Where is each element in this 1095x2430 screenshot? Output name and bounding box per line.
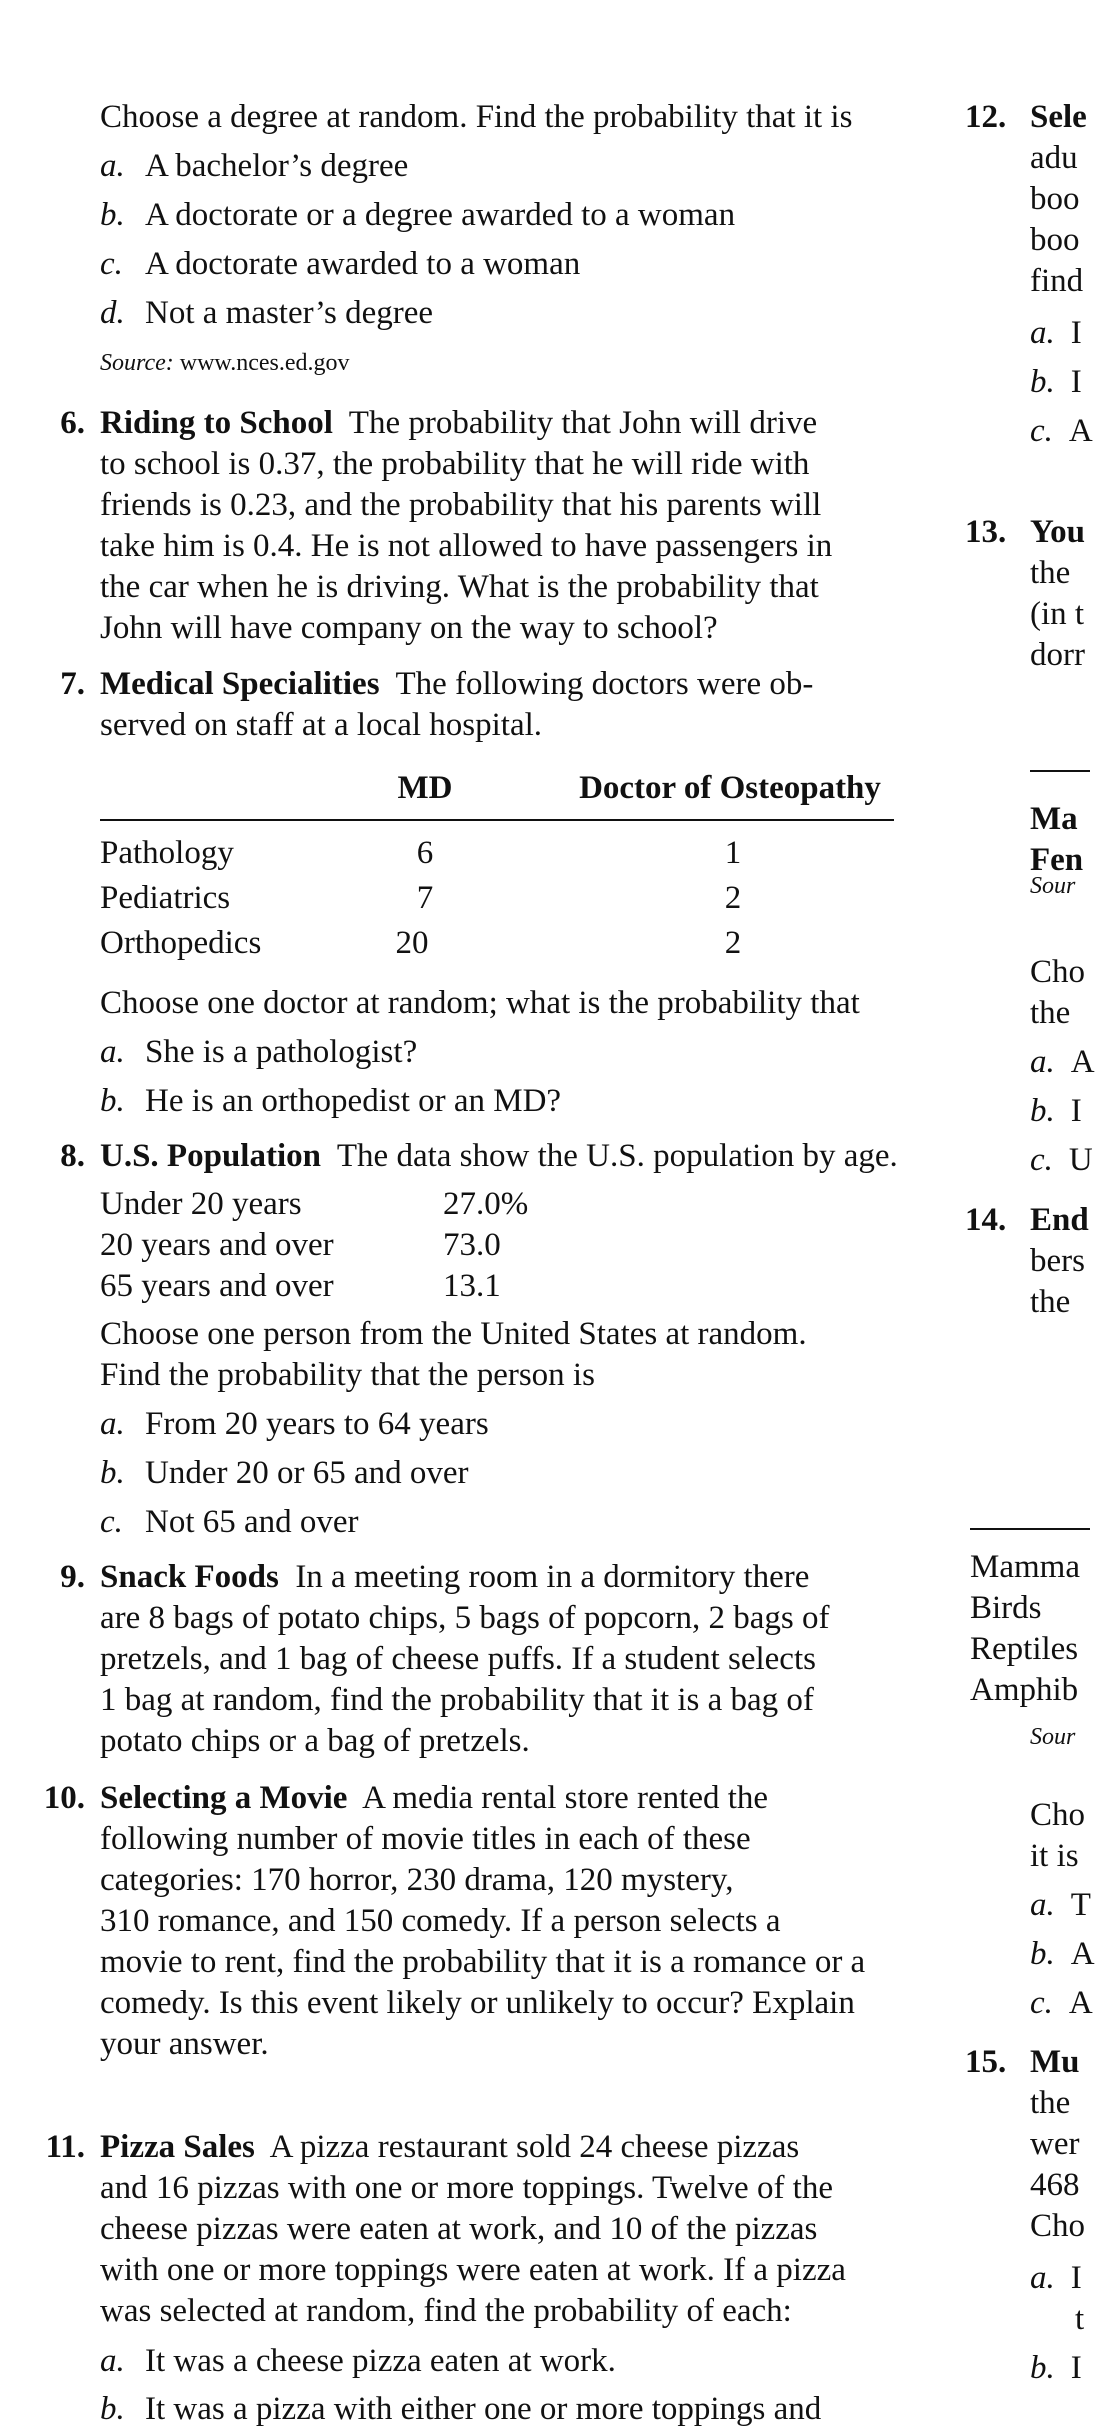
q8-option-c: [100, 1502, 359, 1543]
q14-prompt-fragment: it is: [1030, 1838, 1079, 1874]
q6-line-1: [100, 403, 817, 444]
option-letter: a.: [1030, 315, 1055, 351]
q10-line-3: categories: 170 horror, 230 drama, 120 mystery,: [100, 1862, 734, 1898]
q10-line-4: 310 romance, and 150 comedy. If a person selects a: [100, 1903, 781, 1939]
q8-option-b: [100, 1453, 469, 1494]
q11-line-1: [100, 2127, 799, 2168]
option-letter: b.: [100, 1455, 125, 1491]
option-letter: b.: [1030, 2350, 1055, 2386]
q5-option-c: [100, 244, 580, 285]
option-text: It was a pizza with either one or more toppings and: [145, 2391, 822, 2427]
q15-option-a: [1030, 2258, 1082, 2299]
q9-title: Snack Foods: [100, 1559, 279, 1595]
q14-source: Sour: [1030, 1724, 1076, 1750]
table-cell-do: 2: [724, 880, 742, 916]
q14-title-fragment: End: [1030, 1202, 1089, 1238]
q13-title-fragment: You: [1030, 514, 1086, 550]
q14-table-row: Birds: [970, 1590, 1042, 1626]
option-text-fragment: A: [1070, 1044, 1095, 1080]
option-text-fragment: I: [1070, 364, 1082, 400]
option-text: A bachelor’s degree: [145, 148, 409, 184]
q9-text: In a meeting room in a dormitory there: [295, 1559, 810, 1595]
option-letter: c.: [1030, 1985, 1053, 2021]
table-header-do: Doctor of Osteopathy: [579, 770, 881, 806]
q11-line-4: with one or more toppings were eaten at work. If a pizza: [100, 2252, 846, 2288]
table-cell-md: 20: [395, 925, 429, 961]
option-letter: a.: [1030, 1887, 1055, 1923]
q12-option-c: [1030, 411, 1093, 452]
option-letter: b.: [1030, 1936, 1055, 1972]
q11-text: A pizza restaurant sold 24 cheese pizzas: [269, 2129, 800, 2165]
age-group-value: 13.1: [443, 1268, 501, 1304]
q6-text: The probability that John will drive: [348, 405, 818, 441]
table-cell-md: 6: [416, 835, 434, 871]
table-row-label: Pathology: [100, 835, 234, 871]
age-group-value: 73.0: [443, 1227, 501, 1263]
q13-table-row: Fen: [1030, 842, 1084, 878]
q6-line-6: John will have company on the way to school?: [100, 610, 718, 646]
option-letter: c.: [1030, 1142, 1053, 1178]
q5-option-a: [100, 146, 408, 187]
q7-option-a: [100, 1032, 417, 1073]
option-text-fragment: A: [1070, 1936, 1095, 1972]
q8-number: 8.: [60, 1138, 85, 1174]
q10-text: A media rental store rented the: [362, 1780, 769, 1816]
option-text: Not a master’s degree: [145, 295, 434, 331]
option-text-fragment: A: [1068, 413, 1093, 449]
q13-prompt-fragment: the: [1030, 995, 1071, 1031]
age-group-label: 65 years and over: [100, 1268, 334, 1304]
q14-number: 14.: [965, 1202, 1007, 1238]
option-text: A doctorate awarded to a woman: [145, 246, 581, 282]
option-text-fragment: U: [1068, 1142, 1093, 1178]
q15-text-fragment: the: [1030, 2085, 1071, 2121]
q11-line-3: cheese pizzas were eaten at work, and 10 of the pizzas: [100, 2211, 818, 2247]
q12-title-fragment: Sele: [1030, 99, 1087, 135]
option-text-fragment: I: [1070, 315, 1082, 351]
q15-text-fragment: 468: [1030, 2167, 1080, 2203]
q15-text-fragment: wer: [1030, 2126, 1080, 2162]
q6-number: 6.: [60, 405, 85, 441]
q7-title: Medical Specialities: [100, 666, 380, 702]
option-text: It was a cheese pizza eaten at work.: [145, 2343, 616, 2379]
option-letter: a.: [1030, 1044, 1055, 1080]
q8-title: U.S. Population: [100, 1138, 321, 1174]
q9-line-3: pretzels, and 1 bag of cheese puffs. If a student selects: [100, 1641, 816, 1677]
q6-line-4: take him is 0.4. He is not allowed to have passengers in: [100, 528, 833, 564]
option-text-fragment: I: [1070, 2260, 1082, 2296]
q7-number: 7.: [60, 666, 85, 702]
q13-option-b: [1030, 1091, 1082, 1132]
q9-number: 9.: [60, 1559, 85, 1595]
age-group-label: 20 years and over: [100, 1227, 334, 1263]
option-letter: a.: [100, 1406, 125, 1442]
option-text: He is an orthopedist or an MD?: [145, 1083, 562, 1119]
q8-text: The data show the U.S. population by age.: [336, 1138, 898, 1174]
q12-text-fragment: boo: [1030, 181, 1080, 217]
q11-line-2: and 16 pizzas with one or more toppings. Twelve of the: [100, 2170, 833, 2206]
q14-prompt-fragment: Cho: [1030, 1797, 1086, 1833]
table-row-label: Pediatrics: [100, 880, 231, 916]
q14-table-row: Amphib: [970, 1672, 1079, 1708]
q10-line-6: comedy. Is this event likely or unlikely to occur? Explain: [100, 1985, 855, 2021]
q13-text-fragment: (in t: [1030, 596, 1085, 632]
table-cell-md: 7: [416, 880, 434, 916]
q7-line-2: served on staff at a local hospital.: [100, 707, 543, 743]
q12-text-fragment: boo: [1030, 222, 1080, 258]
q8-prompt-1: Choose one person from the United States at random.: [100, 1316, 807, 1352]
q13-text-fragment: dorr: [1030, 637, 1085, 673]
option-letter: b.: [100, 197, 125, 233]
q15-number: 15.: [965, 2044, 1007, 2080]
option-text: Under 20 or 65 and over: [145, 1455, 469, 1491]
q7-option-b: [100, 1081, 561, 1122]
q7-text: The following doctors were ob-: [395, 666, 814, 702]
table-header-md: MD: [397, 770, 453, 806]
table-row-label: Orthopedics: [100, 925, 262, 961]
q11-title: Pizza Sales: [100, 2129, 255, 2165]
q13-option-c: [1030, 1140, 1093, 1181]
q12-text-fragment: find: [1030, 263, 1084, 299]
q10-title: Selecting a Movie: [100, 1780, 348, 1816]
q14-text-fragment: the: [1030, 1284, 1071, 1320]
q15-option-a-continuation: t: [1075, 2301, 1085, 2337]
q9-line-1: [100, 1557, 809, 1598]
q9-line-2: are 8 bags of potato chips, 5 bags of popcorn, 2 bags of: [100, 1600, 830, 1636]
age-group-label: Under 20 years: [100, 1186, 302, 1222]
q15-text-fragment: Cho: [1030, 2208, 1086, 2244]
q9-line-4: 1 bag at random, find the probability that it is a bag of: [100, 1682, 814, 1718]
q13-number: 13.: [965, 514, 1007, 550]
option-text: From 20 years to 64 years: [145, 1406, 489, 1442]
q14-option-b: [1030, 1934, 1095, 1975]
q14-option-a: [1030, 1885, 1091, 1926]
q14-table-row: Reptiles: [970, 1631, 1079, 1667]
option-letter: b.: [100, 1083, 125, 1119]
option-letter: a.: [100, 148, 125, 184]
q11-line-5: was selected at random, find the probability of each:: [100, 2293, 792, 2329]
q10-line-2: following number of movie titles in each of these: [100, 1821, 751, 1857]
q5-source: [100, 348, 349, 378]
q12-text-fragment: adu: [1030, 140, 1078, 176]
option-text-fragment: T: [1070, 1887, 1091, 1923]
option-letter: b.: [1030, 1093, 1055, 1129]
q6-line-5: the car when he is driving. What is the probability that: [100, 569, 819, 605]
table-cell-do: 1: [724, 835, 742, 871]
q13-option-a: [1030, 1042, 1095, 1083]
q13-prompt-fragment: Cho: [1030, 954, 1086, 990]
source-label: Source:: [100, 350, 174, 376]
q8-prompt-2: Find the probability that the person is: [100, 1357, 595, 1393]
option-text-fragment: I: [1070, 2350, 1082, 2386]
q12-number: 12.: [965, 99, 1007, 135]
q5-option-d: [100, 293, 433, 334]
option-letter: c.: [100, 1504, 123, 1540]
q12-option-b: [1030, 362, 1082, 403]
q11-option-b: [100, 2389, 821, 2430]
option-letter: b.: [1030, 364, 1055, 400]
option-text-fragment: I: [1070, 1093, 1082, 1129]
option-letter: a.: [100, 1034, 125, 1070]
option-text: She is a pathologist?: [145, 1034, 418, 1070]
q10-line-7: your answer.: [100, 2026, 269, 2062]
table-rule: [100, 819, 894, 821]
q13-table-rule: [1030, 770, 1090, 772]
q11-number: 11.: [45, 2129, 85, 2165]
q14-table-row: Mamma: [970, 1549, 1080, 1585]
option-text: Not 65 and over: [145, 1504, 359, 1540]
q5-option-b: [100, 195, 735, 236]
q13-text-fragment: the: [1030, 555, 1071, 591]
q15-title-fragment: Mu: [1030, 2044, 1080, 2080]
q15-option-b: [1030, 2348, 1082, 2389]
option-letter: b.: [100, 2391, 125, 2427]
option-letter: a.: [1030, 2260, 1055, 2296]
q11-option-a: [100, 2341, 616, 2382]
option-letter: c.: [1030, 413, 1053, 449]
q5-prompt: Choose a degree at random. Find the probability that it is: [100, 99, 853, 135]
option-letter: d.: [100, 295, 125, 331]
option-text-fragment: A: [1068, 1985, 1093, 2021]
source-url: www.nces.ed.gov: [179, 350, 350, 376]
q7-prompt: Choose one doctor at random; what is the probability that: [100, 985, 860, 1021]
q6-title: Riding to School: [100, 405, 333, 441]
q12-option-a: [1030, 313, 1082, 354]
q14-option-c: [1030, 1983, 1093, 2024]
q14-table-rule: [970, 1528, 1090, 1530]
table-cell-do: 2: [724, 925, 742, 961]
q10-number: 10.: [43, 1780, 85, 1816]
option-text: A doctorate or a degree awarded to a woman: [145, 197, 736, 233]
q13-source: Sour: [1030, 873, 1076, 899]
q8-option-a: [100, 1404, 489, 1445]
age-group-value: 27.0%: [443, 1186, 529, 1222]
q6-line-3: friends is 0.23, and the probability that his parents will: [100, 487, 822, 523]
q8-line-1: [100, 1136, 898, 1177]
q13-table-row: Ma: [1030, 801, 1078, 837]
q7-line-1: [100, 664, 813, 705]
q10-line-1: [100, 1778, 768, 1819]
q6-line-2: to school is 0.37, the probability that he will ride with: [100, 446, 810, 482]
q14-text-fragment: bers: [1030, 1243, 1085, 1279]
option-letter: a.: [100, 2343, 125, 2379]
option-letter: c.: [100, 246, 123, 282]
q9-line-5: potato chips or a bag of pretzels.: [100, 1723, 530, 1759]
q10-line-5: movie to rent, find the probability that it is a romance or a: [100, 1944, 866, 1980]
